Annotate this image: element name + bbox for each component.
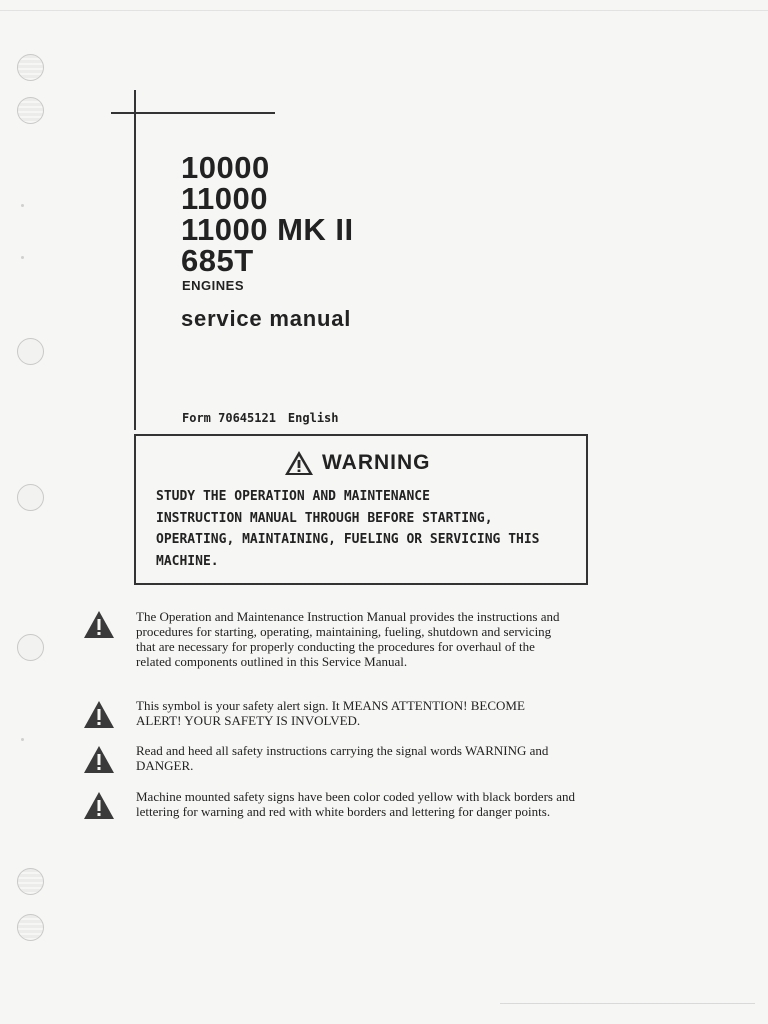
model-number: 11000 MK II <box>181 212 354 247</box>
safety-alert-triangle-icon <box>83 745 115 774</box>
form-line <box>182 411 339 425</box>
model-number: 685T <box>181 243 254 278</box>
safety-note: The Operation and Maintenance Instruction Manual provides the instructions and procedures for starting, operating, maintaining, fueling, shutdown and servicing that are necessary for properly conducting the procedures for overhaul of the related components outlined in this Service Manual. <box>136 609 560 669</box>
warning-line: STUDY THE OPERATION AND MAINTENANCE <box>156 489 430 504</box>
model-list <box>181 152 354 276</box>
binder-hole <box>17 634 44 661</box>
crop-mark-vertical <box>134 90 136 430</box>
model-number: 11000 <box>181 181 268 216</box>
warning-line: OPERATING, MAINTAINING, FUELING OR SERVICING THIS <box>156 532 540 547</box>
safety-alert-triangle-icon <box>83 791 115 820</box>
safety-alert-triangle-icon <box>83 700 115 729</box>
scan-top-edge <box>0 10 768 11</box>
binder-hole <box>17 97 44 124</box>
binder-hole <box>17 54 44 81</box>
warning-box <box>134 434 588 585</box>
scan-speck <box>21 204 24 207</box>
binder-hole <box>17 338 44 365</box>
engines-label: ENGINES <box>182 278 245 293</box>
warning-triangle-icon <box>284 450 314 476</box>
binder-hole <box>17 868 44 895</box>
form-number: Form 70645121 <box>182 411 276 425</box>
language-label: English <box>287 411 339 425</box>
warning-line: MACHINE. <box>156 553 219 569</box>
warning-line: INSTRUCTION MANUAL THROUGH BEFORE STARTING, <box>156 510 493 526</box>
warning-header <box>284 450 431 476</box>
scan-speck <box>21 256 24 259</box>
manual-title: service manual <box>181 306 352 331</box>
safety-note: This symbol is your safety alert sign. It MEANS ATTENTION! BECOME ALERT! YOUR SAFETY IS INVOLVED. <box>136 698 525 728</box>
scan-speck <box>21 738 24 741</box>
warning-text <box>156 486 576 572</box>
binder-hole <box>17 484 44 511</box>
safety-note: Read and heed all safety instructions carrying the signal words WARNING and DANGER. <box>136 743 549 773</box>
safety-alert-triangle-icon <box>83 610 115 639</box>
binder-hole <box>17 914 44 941</box>
warning-title: WARNING <box>322 451 431 474</box>
model-number: 10000 <box>181 150 270 185</box>
safety-note: Machine mounted safety signs have been color coded yellow with black borders and lettering for warning and red with white borders and lettering for danger points. <box>136 789 575 819</box>
scan-bottom-edge <box>500 1003 755 1004</box>
